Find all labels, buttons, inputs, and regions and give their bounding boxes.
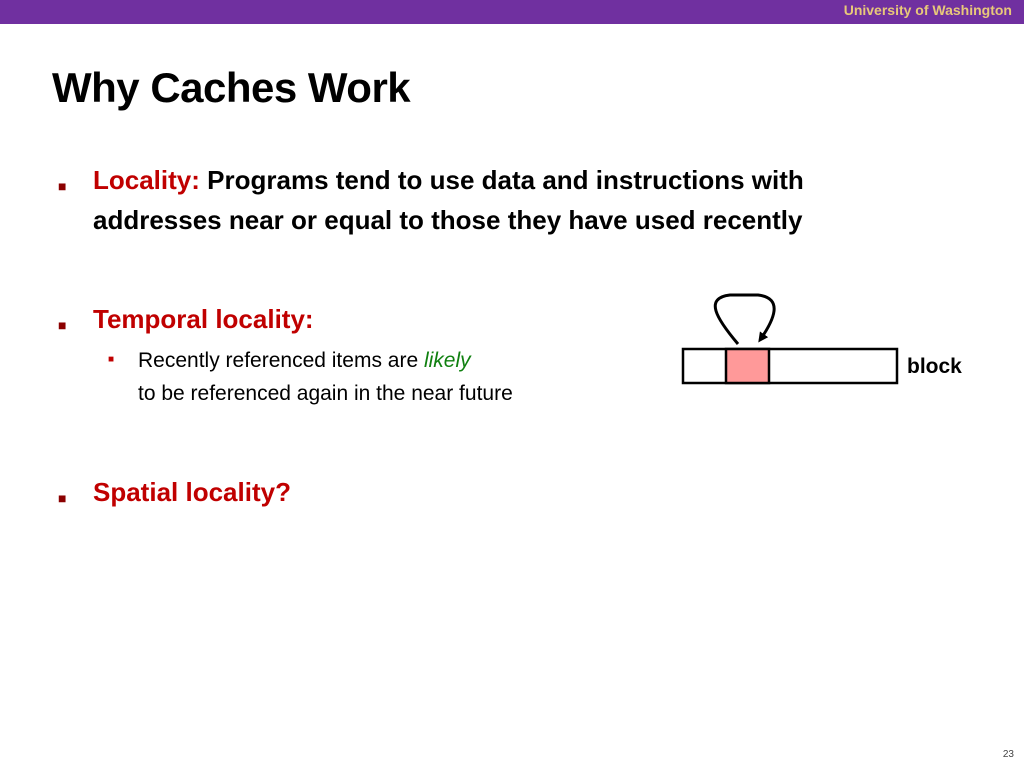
sub-bullet-marker: ■: [108, 354, 115, 365]
sub-bullet-text: Recently referenced items are: [138, 349, 424, 372]
bullet-spatial-locality: Spatial locality?: [93, 477, 291, 507]
sub-bullet-text-line2: to be referenced again in the near future: [138, 382, 513, 405]
bullet-marker: ■: [58, 178, 67, 194]
bullet-temporal-locality: Temporal locality:: [93, 304, 314, 334]
page-number: 23: [1002, 749, 1014, 760]
bullet-marker: ■: [58, 490, 67, 506]
bullet-marker: ■: [58, 317, 67, 333]
sub-bullet-temporal: [138, 344, 513, 410]
locality-label: Locality:: [93, 165, 200, 195]
slide-title: Why Caches Work: [52, 64, 411, 111]
header-bar: [0, 0, 1024, 24]
locality-text: Programs tend to use data and instructions with: [207, 165, 804, 195]
bullet-locality: [93, 160, 804, 240]
referenced-item-cell: [726, 349, 769, 383]
institution-name: University of Washington: [843, 2, 1012, 18]
block-rectangle: [683, 349, 897, 383]
reuse-arrow-icon: [715, 295, 774, 344]
block-label: block: [907, 355, 962, 378]
sub-bullet-emphasis: likely: [423, 349, 471, 372]
locality-text-line2: addresses near or equal to those they have used recently: [93, 205, 803, 235]
